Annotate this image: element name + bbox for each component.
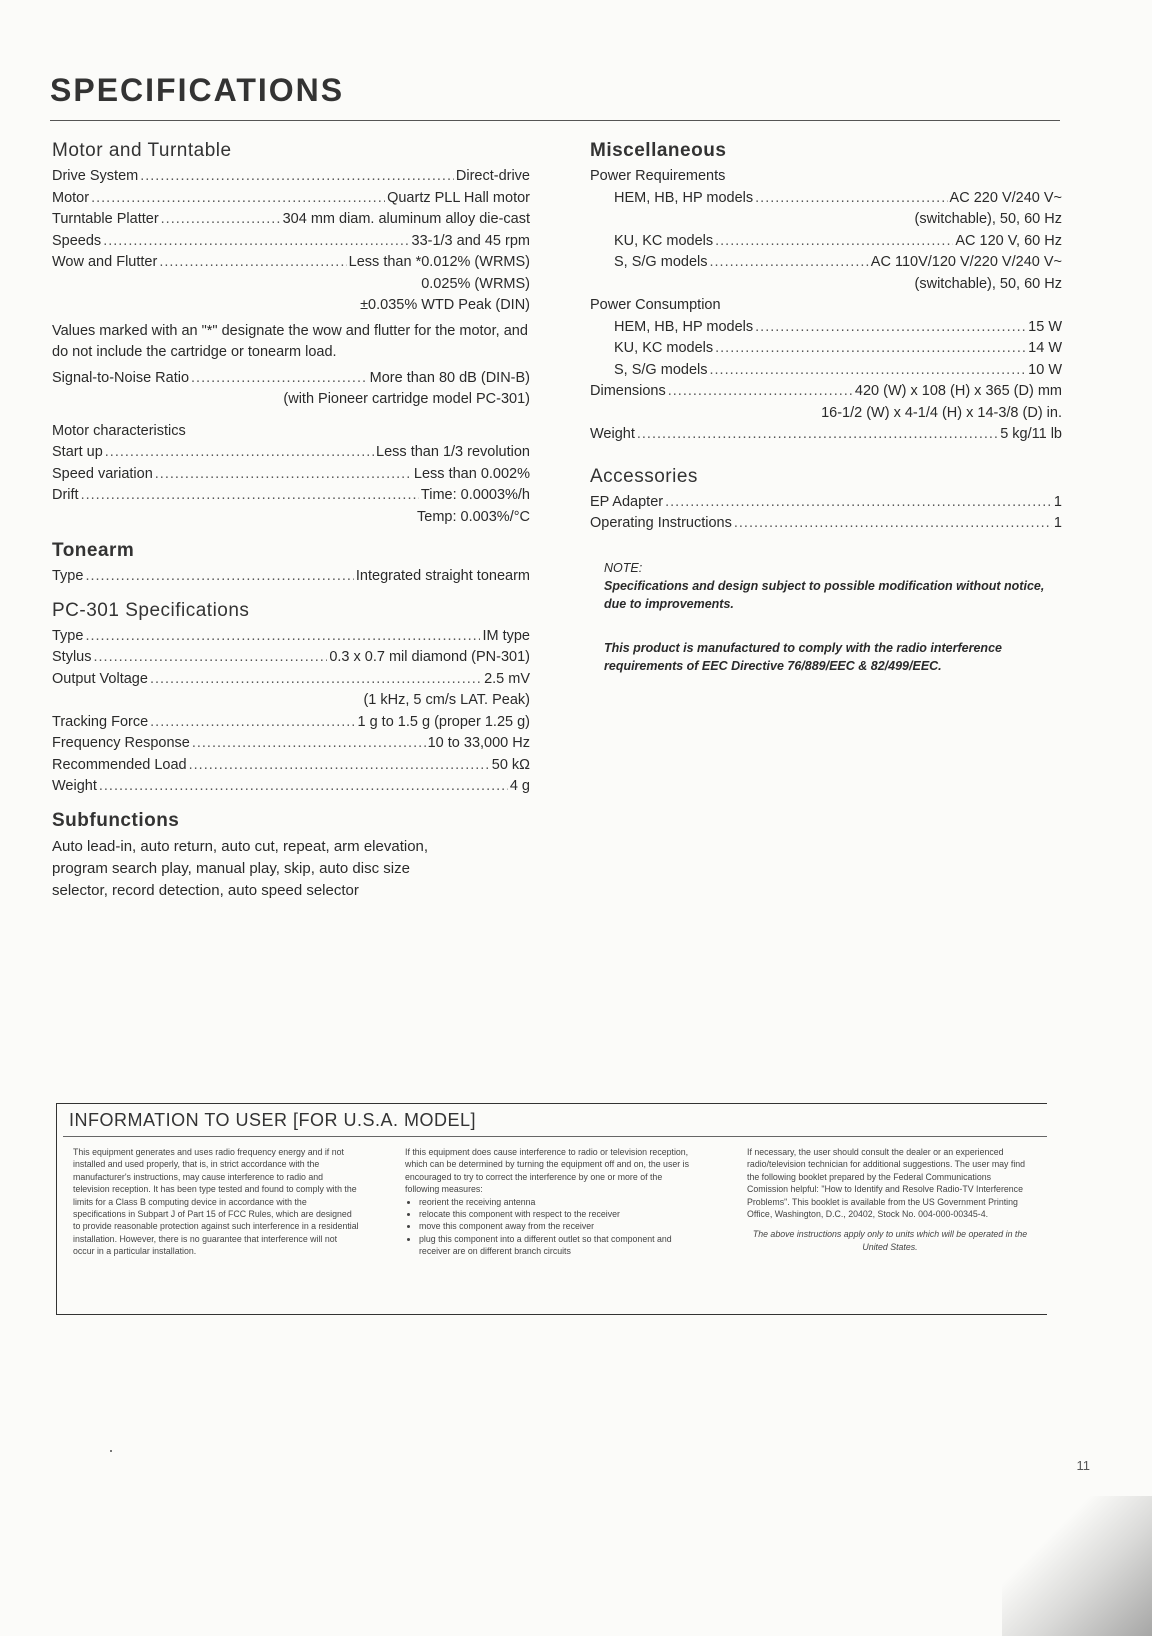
drift-cont: Temp: 0.003%/°C [417, 508, 530, 525]
spec-row-pc301-weight: Weight ..... 4 g [52, 776, 530, 798]
subfunctions-text: Auto lead-in, auto return, auto cut, repeat, arm elevation, program search play, manual play, skip, auto disc size selector, record detection, auto speed selector [52, 837, 429, 899]
note-label: NOTE: [604, 560, 643, 575]
motor-turntable-heading: Motor and Turntable [52, 140, 232, 161]
dimensions-cont: 16-1/2 (W) x 4-1/4 (H) x 14-3/8 (D) in. [821, 404, 1062, 421]
power-req-heading: Power Requirements [590, 168, 726, 184]
spec-row-speeds: Speeds ..... 33-1/3 and 45 rpm [52, 231, 530, 253]
list-item: • move this component away from the receiver [419, 1220, 691, 1232]
spec-row-platter: Turntable Platter ..... 304 mm diam. aluminum alloy die-cast [52, 209, 530, 231]
hem-cont: (switchable), 50, 60 Hz [914, 211, 1062, 227]
spec-row-power-sg: S, S/G models ..... AC 110V/120 V/220 V/240 V~ [590, 252, 1062, 274]
sg-cont: (switchable), 50, 60 Hz [914, 275, 1062, 292]
info-col-3-italic: The above instructions apply only to units which will be operated in the United States. [752, 1229, 1028, 1252]
note [590, 559, 1062, 613]
info-col-3-text: If necessary, the user should consult the dealer or an experienced radio/television technician for additional suggestions. The user may find the following booklet prepared by the Federal Communications Comission helpful: "How to Identify and Resolve Radio-TV Interference Problems". This booklet is available from the US Government Printing Office, Washington, D.C., 20402, Stock No. 004-000-00345-4. [747, 1147, 1026, 1220]
spec-row-wow-flutter: Wow and Flutter ..... Less than *0.012% (WRMS) [52, 252, 530, 274]
info-col-2 [405, 1146, 691, 1258]
spec-row-frequency-response: Frequency Response ..... 10 to 33,000 Hz [52, 733, 530, 755]
values-note: Values marked with an "*" designate the wow and flutter for the motor, and do not include the cartridge or tonearm load. [52, 322, 528, 360]
pc301-heading: PC-301 Specifications [52, 599, 250, 621]
note-text: Specifications and design subject to possible modification without notice, due to improvements. [604, 578, 1045, 611]
spec-row-operating-instructions: Operating Instructions ..... 1 [590, 513, 1062, 535]
output-cont: (1 kHz, 5 cm/s LAT. Peak) [363, 692, 530, 708]
left-column [52, 140, 530, 902]
page-number: 11 [1076, 1458, 1090, 1473]
info-box [56, 1103, 1047, 1315]
scan-speck [110, 1450, 112, 1452]
title-rule [50, 120, 1060, 121]
list-item: • relocate this component with respect to the receiver [419, 1208, 691, 1220]
spec-row-tonearm-type: Type ..... Integrated straight tonearm [52, 566, 530, 588]
spec-row-dimensions: Dimensions ..... 420 (W) x 108 (H) x 365 (D) mm [590, 381, 1062, 403]
spec-row-speed-variation: Speed variation ..... Less than 0.002% [52, 464, 530, 486]
spec-row-motor: Motor ..... Quartz PLL Hall motor [52, 188, 530, 210]
spec-row-pc301-type: Type ..... IM type [52, 626, 530, 648]
eec-notice: This product is manufactured to comply with the radio interference requirements of EEC Directive 76/889/EEC & 82/499/EEC. [604, 640, 1002, 673]
subfunctions-heading: Subfunctions [52, 809, 180, 831]
spec-row-tracking-force: Tracking Force ..... 1 g to 1.5 g (proper 1.25 g) [52, 712, 530, 734]
scan-shadow [1002, 1496, 1152, 1636]
info-measures-list [405, 1196, 691, 1258]
snr-cont: (with Pioneer cartridge model PC-301) [283, 391, 530, 407]
list-item: • plug this component into a different outlet so that component and receiver are on different branch circuits [419, 1233, 691, 1258]
spec-row-snr: Signal-to-Noise Ratio ..... More than 80 dB (DIN-B) [52, 368, 530, 390]
misc-heading: Miscellaneous [590, 140, 727, 161]
power-cons-heading: Power Consumption [590, 297, 721, 313]
info-box-heading: INFORMATION TO USER [FOR U.S.A. MODEL] [69, 1110, 477, 1130]
spec-row-ep-adapter: EP Adapter ..... 1 [590, 492, 1062, 514]
wow-cont-1: 0.025% (WRMS) [421, 275, 530, 292]
spec-row-cons-sg: S, S/G models ..... 10 W [590, 360, 1062, 382]
list-item: • reorient the receiving antenna [419, 1196, 691, 1208]
info-col-1: This equipment generates and uses radio frequency energy and if not installed and used properly, that is, in strict accordance with the manufacturer's instructions, may cause interference to radio and television reception. It has been type tested and found to comply with the limits for a Class B computing device in accordance with the specifications in Subpart J of Part 15 of FCC Rules, which are designed to provide reasonable protection against such interference in a residential installation. However, there is no guarantee that interference will not occur in a particular installation. [73, 1147, 359, 1257]
info-box-rule [63, 1136, 1047, 1137]
wow-cont-2: ±0.035% WTD Peak (DIN) [360, 297, 530, 313]
info-col-3 [747, 1146, 1033, 1253]
spec-row-recommended-load: Recommended Load ..... 50 kΩ [52, 755, 530, 777]
spec-row-output-voltage: Output Voltage ..... 2.5 mV [52, 669, 530, 691]
accessories-heading: Accessories [590, 465, 698, 487]
spec-row-start-up: Start up ..... Less than 1/3 revolution [52, 442, 530, 464]
spec-row-power-ku: KU, KC models ..... AC 120 V, 60 Hz [590, 231, 1062, 253]
tonearm-heading: Tonearm [52, 540, 135, 561]
right-column [590, 140, 1062, 675]
spec-row-power-hem: HEM, HB, HP models ..... AC 220 V/240 V~ [590, 188, 1062, 210]
page-title: SPECIFICATIONS [50, 72, 345, 108]
spec-row-drive-system: Drive System ..... Direct-drive [52, 166, 530, 188]
spec-row-cons-ku: KU, KC models ..... 14 W [590, 338, 1062, 360]
info-col-2-intro: If this equipment does cause interference to radio or television reception, which can be determined by turning the equipment off and on, the user is encouraged to try to correct the interference by one or more of the following measures: [405, 1147, 689, 1195]
spec-row-weight: Weight ..... 5 kg/11 lb [590, 424, 1062, 446]
spec-row-drift: Drift ..... Time: 0.0003%/h [52, 485, 530, 507]
spec-row-cons-hem: HEM, HB, HP models ..... 15 W [590, 317, 1062, 339]
spec-row-stylus: Stylus ..... 0.3 x 0.7 mil diamond (PN-301) [52, 647, 530, 669]
motor-char-heading: Motor characteristics [52, 422, 186, 439]
